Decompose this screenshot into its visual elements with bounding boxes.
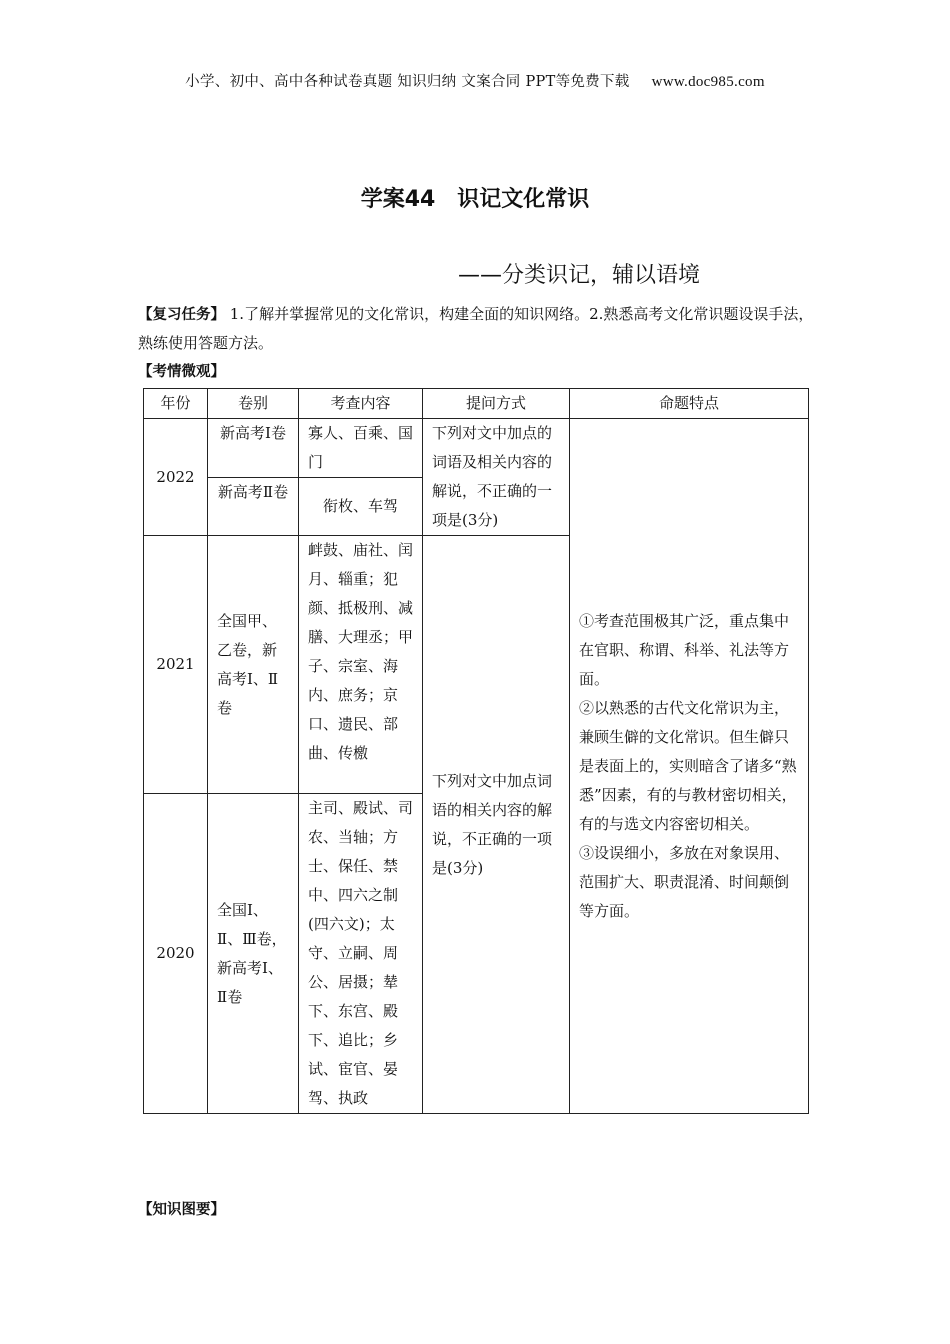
page-subtitle: ——分类识记，辅以语境 <box>458 263 701 288</box>
header-text: 小学、初中、高中各种试卷真题 知识归纳 文案合同 PPT等免费下载 <box>185 74 630 90</box>
question-cell: 下列对文中加点词语的相关内容的解说，不正确的一项是(3分) <box>423 536 570 1114</box>
header-url[interactable]: www.doc985.com <box>651 74 765 90</box>
question-cell: 下列对文中加点的词语及相关内容的解说，不正确的一项是(3分) <box>423 419 570 536</box>
paper-cell: 全国甲、乙卷，新高考Ⅰ、Ⅱ卷 <box>208 536 299 794</box>
features-cell <box>570 419 809 1114</box>
header-content: 考查内容 <box>299 389 423 419</box>
content-cell: 衅鼓、庙社、闰月、辎重；犯颜、抵极刑、减膳、大理丞；甲子、宗室、海内、庶务；京口、遗民、部曲、传檄 <box>299 536 423 794</box>
review-task-label: 【复习任务】 <box>138 307 225 323</box>
content-cell: 寡人、百乘、国门 <box>299 419 423 478</box>
page-header <box>0 70 950 91</box>
feature-item: ②以熟悉的古代文化常识为主，兼顾生僻的文化常识。但生僻只是表面上的，实则暗含了诸多“熟悉”因素，有的与教材密切相关，有的与选文内容密切相关。 <box>579 698 797 833</box>
knowledge-map-label: 【知识图要】 <box>138 1202 225 1218</box>
review-task-text: 1.了解并掌握常见的文化常识，构建全面的知识网络。2.熟悉高考文化常识题设误手法，熟练使用答题方法。 <box>138 305 814 352</box>
year-cell: 2021 <box>144 536 208 794</box>
paper-cell: 全国Ⅰ、Ⅱ、Ⅲ卷，新高考Ⅰ、Ⅱ卷 <box>208 794 299 1114</box>
feature-item: ③设误细小，多放在对象误用、范围扩大、职责混淆、时间颠倒等方面。 <box>579 843 790 920</box>
content-cell: 衔枚、车驾 <box>299 478 423 536</box>
paper-cell: 新高考Ⅱ卷 <box>208 478 299 536</box>
review-task <box>138 300 814 357</box>
header-features: 命题特点 <box>570 389 809 419</box>
header-paper: 卷别 <box>208 389 299 419</box>
feature-item: ①考查范围极其广泛，重点集中在官职、称谓、科举、礼法等方面。 <box>579 611 790 688</box>
year-cell: 2020 <box>144 794 208 1114</box>
table-row <box>144 419 809 478</box>
exam-table <box>143 388 809 1114</box>
paper-cell: 新高考Ⅰ卷 <box>208 419 299 478</box>
exam-analysis-label: 【考情微观】 <box>138 364 225 380</box>
table-header-row <box>144 389 809 419</box>
header-question: 提问方式 <box>423 389 570 419</box>
year-cell: 2022 <box>144 419 208 536</box>
content-cell: 主司、殿试、司农、当轴；方士、保任、禁中、四六之制(四六文)；太守、立嗣、周公、居摄；辇下、东宫、殿下、追比；乡试、宦官、晏驾、执政 <box>299 794 423 1114</box>
header-year: 年份 <box>144 389 208 419</box>
page-title: 学案44 识记文化常识 <box>360 187 590 212</box>
